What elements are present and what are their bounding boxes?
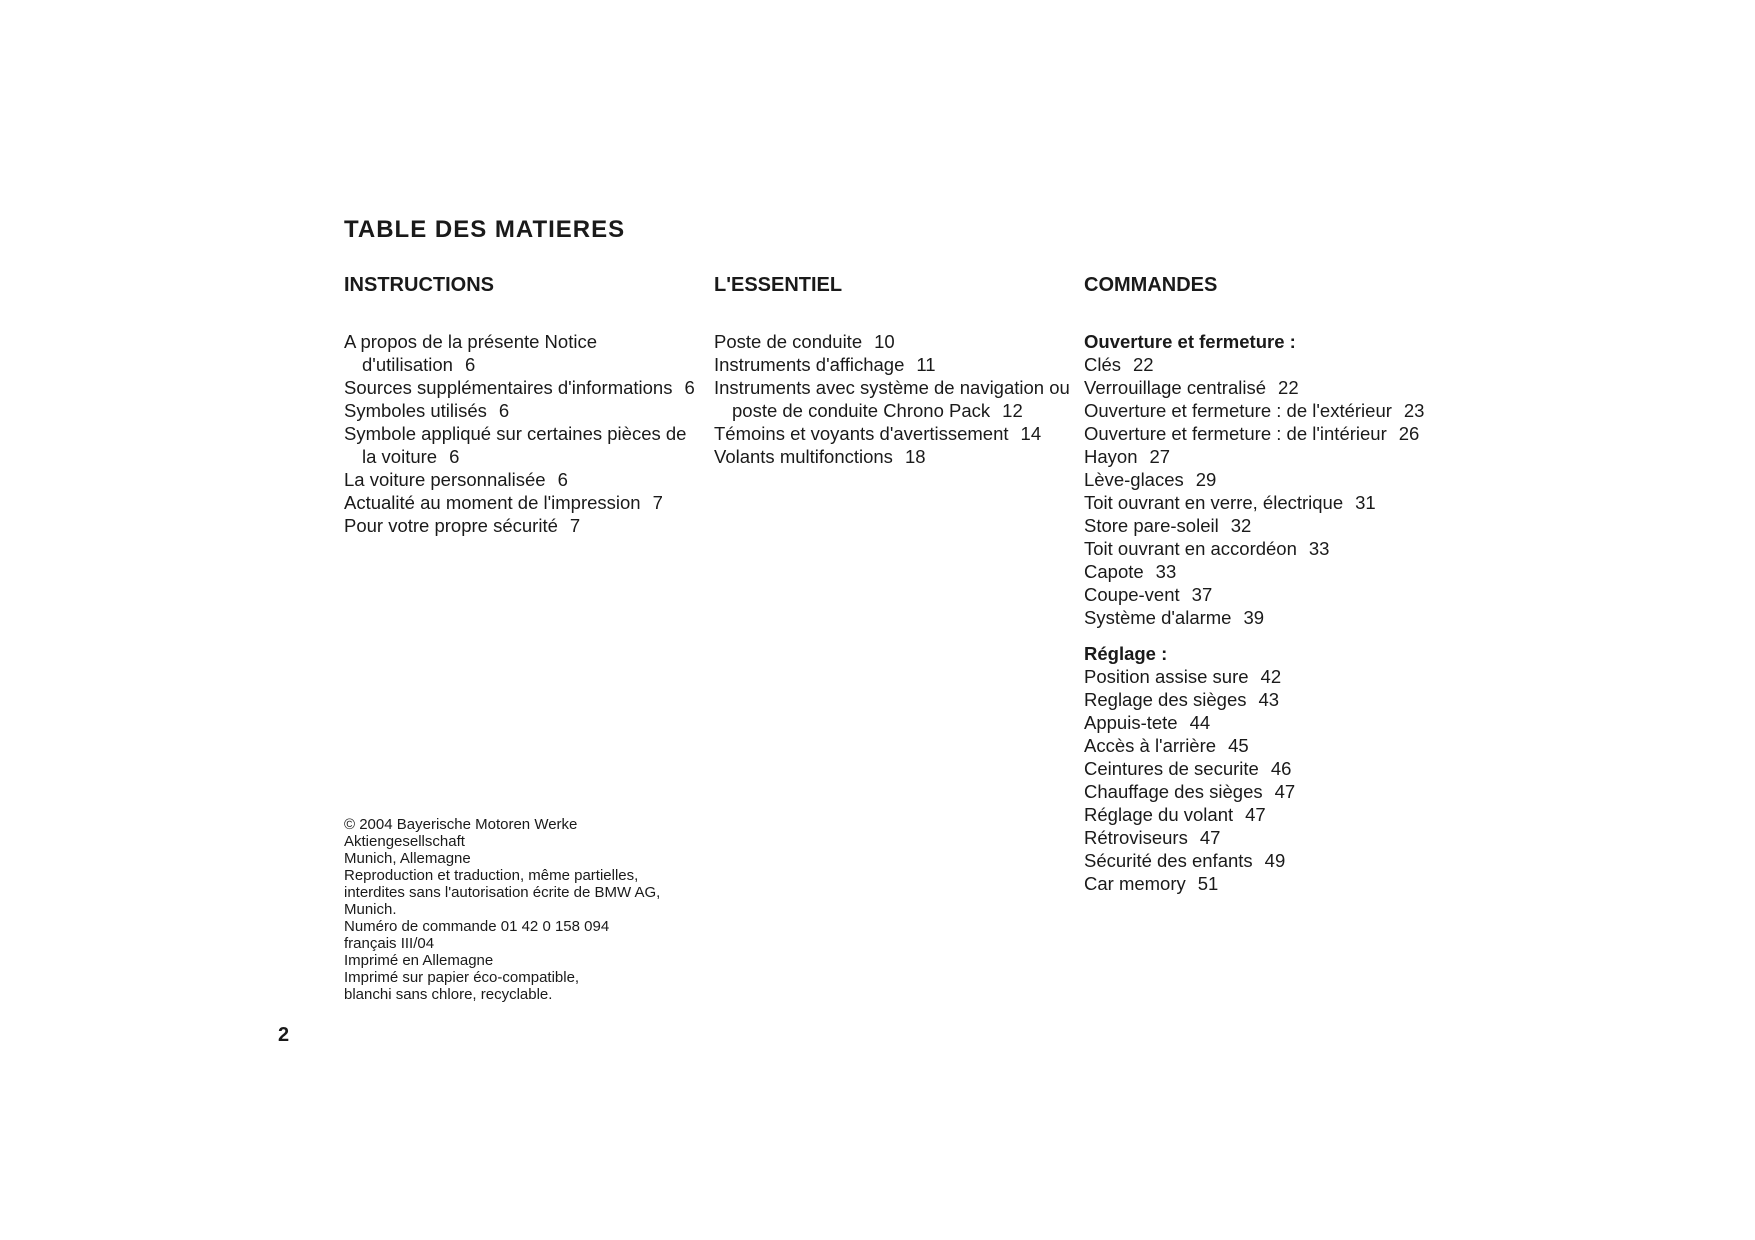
toc-entry-title: Pour votre propre sécurité [344,515,558,536]
toc-entry-page: 45 [1228,735,1249,756]
toc-entry-title: Reglage des sièges [1084,689,1247,710]
toc-entry-page: 42 [1260,666,1282,687]
toc-entry[interactable] [1084,711,1444,734]
toc-entry-page: 33 [1308,538,1330,559]
toc-entry-page: 18 [904,446,926,467]
column-heading: COMMANDES [1084,274,1218,296]
imprint-line: Munich. [344,901,397,918]
page-title: TABLE DES MATIERES [344,216,626,243]
toc-entry[interactable] [1084,445,1444,468]
toc-entry-title: Store pare-soleil [1084,515,1219,536]
toc-entry-page: 12 [1002,400,1023,421]
toc-entry[interactable] [1084,606,1444,629]
column-heading: INSTRUCTIONS [344,274,494,296]
toc-entry-title: Verrouillage centralisé [1084,377,1267,398]
toc-entry[interactable] [1084,826,1444,849]
toc-entry[interactable] [714,445,1084,468]
toc-entry-list [714,330,1084,468]
toc-entry-page: 23 [1403,400,1425,421]
toc-entry[interactable] [1084,780,1444,803]
toc-entry-title: Chauffage des sièges [1084,781,1263,802]
toc-entry-page: 33 [1155,561,1177,582]
imprint-line: Munich, Allemagne [344,850,471,867]
toc-entry-title: Lève-glaces [1084,469,1184,490]
toc-entry-title: Ouverture et fermeture : de l'intérieur [1084,423,1387,444]
toc-entry[interactable] [714,353,1084,376]
toc-subheading: Ouverture et fermeture : [1084,331,1296,352]
toc-entry-title: Système d'alarme [1084,607,1232,628]
toc-entry-title: La voiture personnalisée [344,469,546,490]
toc-entry-title: Toit ouvrant en verre, électrique [1084,492,1344,513]
toc-entry-page: 37 [1191,584,1213,605]
toc-entry-page: 26 [1398,423,1420,444]
toc-entry-page: 7 [652,492,663,513]
toc-entry-title: Hayon [1084,446,1138,467]
imprint-line: Reproduction et traduction, même partielles, [344,867,639,884]
toc-entry-title: Capote [1084,561,1144,582]
imprint-line: blanchi sans chlore, recyclable. [344,986,553,1003]
toc-subheading: Réglage : [1084,643,1168,664]
toc-entry-list [1084,665,1444,895]
imprint-line: © 2004 Bayerische Motoren Werke [344,816,578,833]
toc-entry-title: Sources supplémentaires d'informations [344,377,673,398]
toc-entry[interactable] [1084,514,1444,537]
toc-entry-title: Réglage du volant [1084,804,1234,825]
toc-entry[interactable] [1084,491,1444,514]
toc-entry-title: Coupe-vent [1084,584,1180,605]
toc-entry-page: 51 [1197,873,1219,894]
toc-entry[interactable] [1084,849,1444,872]
toc-entry-page: 22 [1278,377,1299,398]
toc-entry-page: 11 [916,354,936,375]
toc-entry-page: 47 [1199,827,1221,848]
toc-entry[interactable] [714,330,1084,353]
toc-entry[interactable] [344,491,704,514]
toc-entry[interactable] [1084,399,1444,422]
toc-entry-page: 39 [1243,607,1265,628]
toc-entry-page: 32 [1230,515,1252,536]
toc-entry-page: 44 [1189,712,1211,733]
toc-entry-page: 47 [1245,804,1266,825]
toc-entry[interactable] [1084,688,1444,711]
toc-group [344,330,704,537]
toc-entry-page: 49 [1264,850,1286,871]
toc-entry-title: Instruments d'affichage [714,354,905,375]
column-heading: L'ESSENTIEL [714,274,843,296]
toc-column-commandes [1084,268,1444,895]
toc-group-reglage [1084,642,1444,895]
toc-entry-title: Ouverture et fermeture : de l'extérieur [1084,400,1392,421]
toc-column-instructions [344,268,704,537]
toc-entry-title: Rétroviseurs [1084,827,1188,848]
toc-column-essentiel [714,268,1084,468]
toc-entry-list [1084,353,1444,629]
imprint-line: Numéro de commande 01 42 0 158 094 [344,918,610,935]
toc-entry-title: Clés [1084,354,1122,375]
toc-entry-page: 10 [874,331,895,352]
toc-entry-page: 31 [1355,492,1376,513]
imprint-line: français III/04 [344,935,435,952]
toc-entry[interactable] [1084,537,1444,560]
toc-entry-page: 7 [569,515,581,536]
toc-entry[interactable] [1084,560,1444,583]
toc-entry-page: 6 [464,354,476,375]
toc-entry[interactable] [1084,583,1444,606]
toc-entry-page: 27 [1149,446,1171,467]
toc-entry-page: 22 [1133,354,1154,375]
toc-entry-page: 6 [449,446,460,467]
toc-entry-title: Car memory [1084,873,1186,894]
toc-entry-title: Symboles utilisés [344,400,487,421]
toc-entry[interactable] [1084,422,1444,445]
toc-entry[interactable] [1084,468,1444,491]
toc-entry[interactable] [344,330,704,376]
imprint-line: Imprimé sur papier éco-compatible, [344,969,580,986]
toc-entry-title: Symbole appliqué sur certaines pièces de la voiture [344,423,687,467]
toc-entry-page: 43 [1258,689,1280,710]
imprint-line: Imprimé en Allemagne [344,952,494,969]
toc-entry-title: Appuis-tete [1084,712,1178,733]
toc-entry-page: 14 [1020,423,1042,444]
toc-entry[interactable] [344,422,704,468]
imprint-line: Aktiengesellschaft [344,833,465,850]
toc-group [714,330,1084,468]
toc-group-ouverture [1084,330,1444,629]
toc-entry-title: A propos de la présente Notice d'utilisation [344,331,597,375]
toc-entry-title: Accès à l'arrière [1084,735,1217,756]
toc-entry[interactable] [1084,734,1444,757]
toc-entry[interactable] [1084,353,1444,376]
toc-entry-page: 6 [498,400,510,421]
toc-entry-page: 29 [1195,469,1217,490]
toc-entry-page: 6 [684,377,695,398]
toc-entry-title: Volants multifonctions [714,446,893,467]
toc-entry[interactable] [714,422,1084,445]
toc-entry[interactable] [714,376,1084,422]
toc-entry-title: Ceintures de securite [1084,758,1259,779]
toc-entry[interactable] [1084,803,1444,826]
toc-entry-title: Sécurité des enfants [1084,850,1253,871]
page-number: 2 [278,1024,290,1046]
toc-entry[interactable] [344,399,704,422]
toc-entry-page: 47 [1274,781,1296,802]
toc-entry[interactable] [1084,872,1444,895]
toc-entry-title: Toit ouvrant en accordéon [1084,538,1297,559]
toc-entry[interactable] [1084,376,1444,399]
toc-entry-title: Position assise sure [1084,666,1249,687]
toc-entry[interactable] [344,514,704,537]
toc-entry[interactable] [344,376,704,399]
toc-entry-title: Actualité au moment de l'impression [344,492,641,513]
toc-entry[interactable] [344,468,704,491]
toc-entry-title: Instruments avec système de navigation ou poste de conduite Chrono Pack [714,377,1070,421]
toc-entry-list [344,330,704,537]
toc-entry-title: Poste de conduite [714,331,863,352]
imprint-block [344,816,724,1003]
imprint-line: interdites sans l'autorisation écrite de BMW AG, [344,884,661,901]
toc-entry[interactable] [1084,665,1444,688]
toc-entry-page: 6 [557,469,568,490]
toc-entry[interactable] [1084,757,1444,780]
toc-entry-page: 46 [1270,758,1292,779]
toc-entry-title: Témoins et voyants d'avertissement [714,423,1009,444]
